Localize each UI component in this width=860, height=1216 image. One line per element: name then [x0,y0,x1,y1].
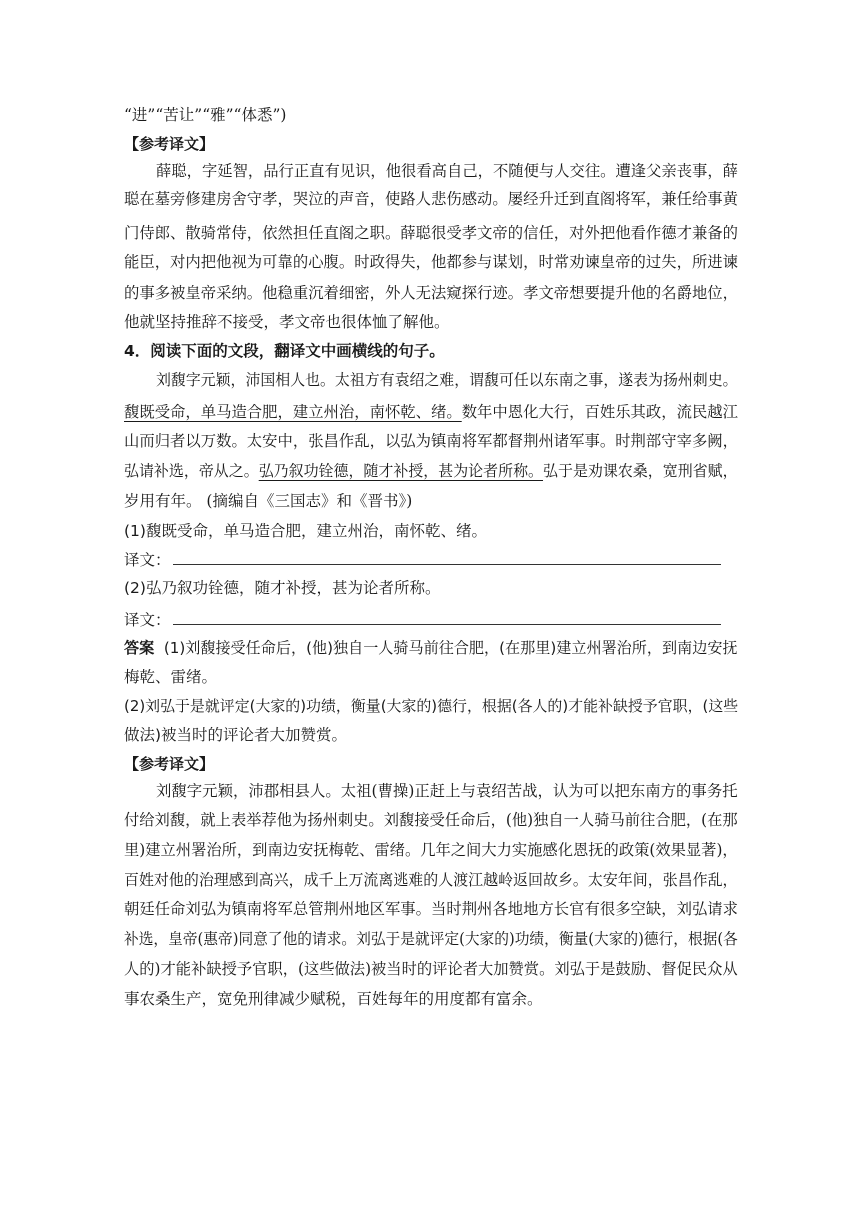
translation-line-1: 译文： [124,550,721,570]
sub-question-2: (2)弘乃叙功铨德，随才补授，甚为论者所称。 [124,579,441,597]
paragraph-line: 的事多被皇帝采纳。他稳重沉着细密，外人无法窥探行迹。孝文帝想要提升他的名爵地位， [124,284,739,302]
paragraph-line: 里)建立州署治所，到南边安抚梅乾、雷绪。几年之间大力实施感化恩抚的政策(效果显著)， [124,841,738,859]
answer-blank-1[interactable] [173,550,721,565]
paragraph-line: 能臣，对内把他视为可靠的心腹。时政得失，他都参与谋划，时常劝谏皇帝的过失，所进谏 [124,253,739,271]
answer-line: 做法)被当时的评论者大加赞赏。 [124,726,348,744]
passage-line: 山而归者以万数。太安中，张昌作乱，以弘为镇南将军都督荆州诸军事。时荆部守宰多阙， [124,432,739,450]
paragraph-line: 补选，皇帝(惠帝)同意了他的请求。刘弘于是就评定(大家的)功绩，衡量(大家的)德行，根据(各 [124,930,738,948]
passage-line: 岁用有年。 (摘编自《三国志》和《晋书》) [124,492,413,510]
answer-blank-2[interactable] [173,610,721,625]
paragraph-line: 他就坚持推辞不接受，孝文帝也很体恤了解他。 [124,313,450,331]
translation-line-2: 译文： [124,610,721,630]
paragraph-line: 人的)才能补缺授予官职，(这些做法)被当时的评论者大加赞赏。刘弘于是鼓励、督促民众从 [124,960,738,978]
paragraph-line: 聪在墓旁修建房舍守孝，哭泣的声音，使路人悲伤感动。屡经升迁到直阁将军，兼任给事黄 [124,190,739,208]
question-4: 4．阅读下面的文段，翻译文中画横线的句子。 [124,342,445,360]
top-line: “进”“苦让”“雅”“体悉”) [124,106,287,124]
passage-line: 刘馥字元颖，沛国相人也。太祖方有袁绍之难，谓馥可任以东南之事，遂表为扬州刺史。 [156,371,738,389]
passage-line: 馥既受命，单马造合肥，建立州治，南怀乾、绪。数年中恩化大行，百姓乐其政，流民越江 [124,403,739,421]
answer-line: (2)刘弘于是就评定(大家的)功绩，衡量(大家的)德行，根据(各人的)才能补缺授予官职，(这些 [124,697,739,715]
answer-line: 答案 (1)刘馥接受任命后，(他)独自一人骑马前往合肥，(在那里)建立州署治所，到南边安抚 [124,639,738,657]
paragraph-line: 薛聪，字延智，品行正直有见识，他很看高自己，不随便与人交往。遭逢父亲丧事，薛 [156,162,739,180]
paragraph-line: 刘馥字元颖，沛郡相县人。太祖(曹操)正赶上与袁绍苦战，认为可以把东南方的事务托 [156,782,738,800]
underlined-sentence-1: 馥既受命，单马造合肥，建立州治，南怀乾、绪。 [124,403,462,421]
passage-line: 弘请补选，帝从之。弘乃叙功铨德，随才补授，甚为论者所称。弘于是劝课农桑，宽刑省赋， [124,462,738,480]
answer-label: 答案 [124,639,155,657]
underlined-sentence-2: 弘乃叙功铨德，随才补授，甚为论者所称。 [258,462,544,480]
reference-translation-heading: 【参考译文】 [124,755,215,773]
answer-line: 梅乾、雷绪。 [124,668,218,686]
paragraph-line: 门侍郎、散骑常侍，依然担任直阁之职。薛聪很受孝文帝的信任，对外把他看作德才兼备的 [124,224,739,242]
paragraph-line: 事农桑生产，宽免刑律减少赋税，百姓每年的用度都有富余。 [124,990,543,1008]
paragraph-line: 朝廷任命刘弘为镇南将军总管荆州地区军事。当时荆州各地地方长官有很多空缺，刘弘请求 [124,900,739,918]
paragraph-line: 百姓对他的治理感到高兴，成千上万流离逃难的人渡江越岭返回故乡。太安年间，张昌作乱， [124,871,738,889]
sub-question-1: (1)馥既受命，单马造合肥，建立州治，南怀乾、绪。 [124,522,487,540]
paragraph-line: 付给刘馥，就上表举荐他为扬州刺史。刘馥接受任命后，(他)独自一人骑马前往合肥，(在那 [124,811,738,829]
reference-translation-heading: 【参考译文】 [124,135,215,153]
